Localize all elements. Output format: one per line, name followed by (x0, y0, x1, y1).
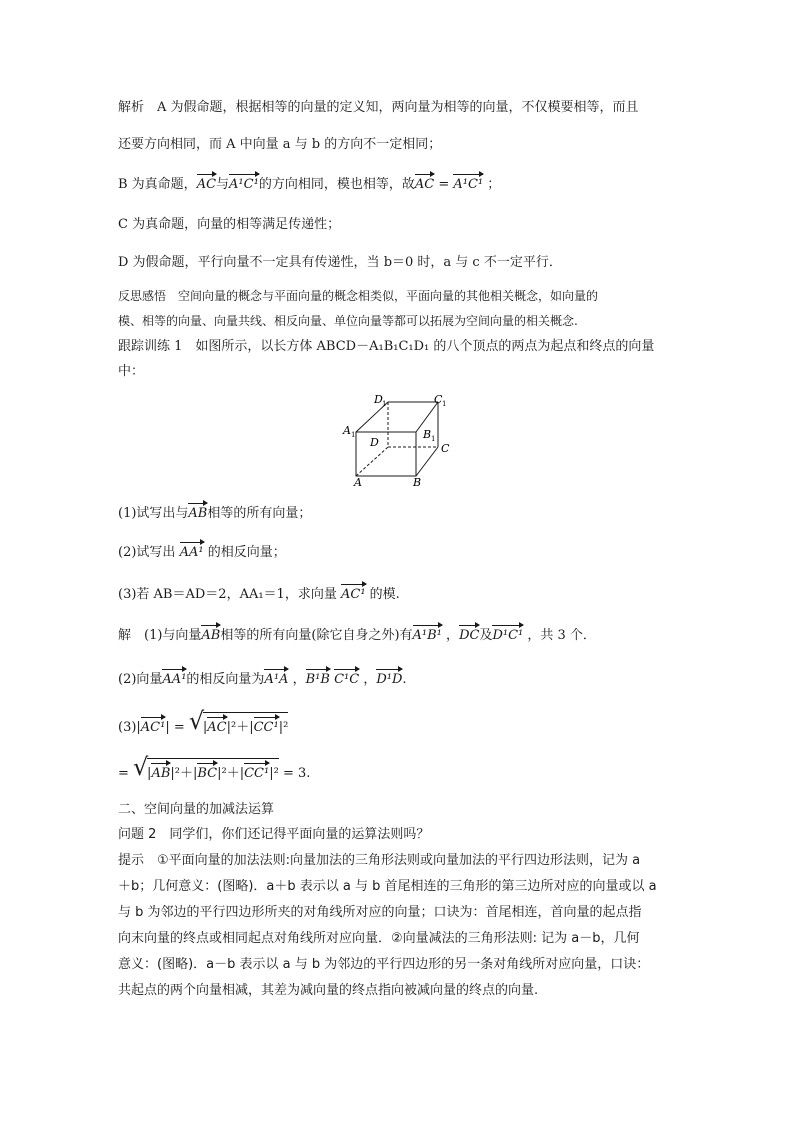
reflection-line-1: 反思感悟 空间向量的概念与平面向量的概念相类似，平面向量的其他相关概念，如向量的 (118, 289, 599, 303)
abs-open-2: | (147, 766, 152, 781)
svg-text:1: 1 (442, 400, 447, 408)
solution-3-line-2 (118, 753, 311, 784)
solution-1-suffix: ，共 3 个． (527, 628, 596, 643)
solution-3-line-1 (118, 707, 289, 738)
vector-ab: AB (188, 501, 207, 521)
analysis-d-line: D 为假命题，平行向量不一定具有传递性，当 b＝0 时，a 与 c 不一定平行． (118, 255, 562, 270)
vector-aa1: AA¹ (180, 540, 204, 560)
svg-text:1: 1 (431, 435, 436, 443)
question-1-suffix: 相等的所有向量； (207, 506, 312, 521)
radical-sign-icon: √ (188, 707, 205, 735)
sqrt-expression-1 (188, 707, 289, 738)
question-1-prefix: (1)试写出与 (118, 506, 189, 521)
reflection-line-2: 模、相等的向量、向量共线、相反向量、单位向量等都可以拓展为空间向量的相关概念. (118, 314, 578, 328)
vector-c1c: C¹C (334, 667, 359, 687)
question-2-suffix: 的相反向量； (207, 545, 286, 560)
question-1 (118, 501, 311, 524)
svg-text:D: D (374, 393, 383, 406)
hint-line-2: ＋b；几何意义：(图略)．a＋b 表示以 a 与 b 首尾相连的三角形的第三边所对应的向量或以 a (118, 879, 657, 894)
svg-text:A: A (343, 424, 351, 437)
hint-line-5: 意义：(图略)．a－b 表示以 a 与 b 为邻边的平行四边形的另一条对角线所对应向量，口诀： (118, 957, 650, 972)
abs-square-plus-2: |²＋| (170, 766, 198, 781)
svg-text:B: B (413, 476, 422, 487)
vector-a1c1: A¹C¹ (229, 172, 259, 192)
solution-1-mid: 相等的所有向量(除它自身之外)有 (220, 628, 413, 643)
abs-square-plus-3: |²＋| (217, 766, 245, 781)
abs-square: |² (278, 720, 289, 735)
solution-3-eq: | = (165, 720, 185, 735)
svg-text:D: D (370, 436, 379, 449)
radical-sign-icon: √ (133, 753, 149, 781)
svg-text:C: C (434, 393, 443, 406)
vector-cc1-2: CC¹ (244, 761, 269, 781)
solution-2 (118, 667, 407, 690)
svg-text:1: 1 (351, 431, 356, 439)
vector-ac: AC (197, 172, 216, 192)
abs-open: | (202, 720, 208, 735)
solution-2-end: . (402, 672, 407, 687)
vector-ab-3: AB (151, 761, 170, 781)
training-line-2: 中： (118, 364, 145, 379)
hint-line-4: 向末向量的终点或相同起点对角线所对应向量．②向量减法的三角形法则: 记为 a－b，几何 (118, 931, 640, 946)
hint-line-6: 共起点的两个向量相减，其差为减向量的终点指向被减向量的终点的向量. (118, 983, 539, 998)
vector-a1c1-2: A¹C¹ (453, 172, 483, 192)
analysis-b-line (118, 172, 500, 195)
solution-3-prefix: (3)| (118, 720, 141, 735)
svg-text:C: C (441, 442, 450, 455)
analysis-line-1: 解析 A 为假命题，根据相等的向量的定义知，两向量为相等的向量，不仅模要相等，而且 (118, 100, 639, 115)
solution-2-prefix: (2)向量 (118, 672, 163, 687)
solution-3-result: = 3. (282, 766, 311, 781)
solution-1-sep2: 及 (479, 628, 493, 643)
abs-square-2: |² (269, 766, 279, 781)
vector-ac1-2: AC¹ (141, 715, 166, 735)
analysis-b-end: ； (487, 177, 501, 192)
vector-d1d: D¹D (376, 667, 402, 687)
analysis-b-mid: 与 (216, 177, 230, 192)
vector-ab-2: AB (201, 623, 220, 643)
section-2-heading: 二、空间向量的加减法运算 (118, 802, 275, 817)
vector-cc1: CC¹ (254, 715, 279, 735)
vector-bc: BC (197, 761, 217, 781)
vector-ac-2: AC (415, 172, 434, 192)
sqrt-expression-2 (133, 753, 279, 784)
solution-2-mid: 的相反向量为 (186, 672, 265, 687)
svg-text:1: 1 (382, 400, 387, 408)
vector-dc: DC (459, 623, 479, 643)
question-2 (118, 540, 286, 563)
vector-a1a: A¹A (264, 667, 288, 687)
training-line-1: 跟踪训练 1 如图所示，以长方体 ABCD－A₁B₁C₁D₁ 的八个顶点的两点为起点和终点的向量 (118, 339, 655, 354)
question-3-suffix: 的模. (369, 587, 400, 602)
cuboid-figure (338, 392, 468, 491)
svg-text:A: A (354, 476, 362, 487)
solution-3-line2-eq: = (118, 766, 129, 781)
analysis-b-eq: = (438, 177, 450, 192)
vector-a1b1: A¹B¹ (413, 623, 442, 643)
cuboid-diagram (338, 392, 468, 487)
vector-d1c1: D¹C¹ (492, 623, 523, 643)
analysis-b-prefix: B 为真命题， (118, 177, 197, 192)
question-3-prefix: (3)若 AB＝AD＝2，AA₁＝1，求向量 (118, 587, 337, 602)
abs-square-plus: |²＋| (226, 720, 254, 735)
solution-1-prefix: 解 (1)与向量 (118, 628, 202, 643)
vector-ac1: AC¹ (341, 582, 366, 602)
question-2-prefix: (2)试写出 (118, 545, 176, 560)
solution-2-sep-1: ， (292, 672, 306, 687)
solution-1 (118, 623, 596, 646)
hint-line-3: 与 b 为邻边的平行四边形所夹的对角线所对应的向量；口诀为：首尾相连，首向量的起点指 (118, 905, 642, 920)
svg-text:B: B (423, 428, 432, 441)
hint-line-1: 提示 ①平面向量的加法法则:向量加法的三角形法则或向量加法的平行四边形法则，记为 a (118, 853, 641, 868)
question-2-title: 问题 2 同学们，你们还记得平面向量的运算法则吗？ (118, 827, 430, 842)
analysis-line-2: 还要方向相同，而 A 中向量 a 与 b 的方向不一定相同； (118, 137, 442, 152)
vector-aa1-2: AA¹ (162, 667, 186, 687)
vector-ac-3: AC (207, 715, 226, 735)
analysis-c-line: C 为真命题，向量的相等满足传递性； (118, 217, 341, 232)
question-3 (118, 582, 400, 605)
solution-1-sep1: ， (446, 628, 460, 643)
vector-b1b: B¹B (306, 667, 330, 687)
analysis-b-tail: 的方向相同，模也相等，故 (258, 177, 415, 192)
solution-2-sep-2: ， (363, 672, 377, 687)
